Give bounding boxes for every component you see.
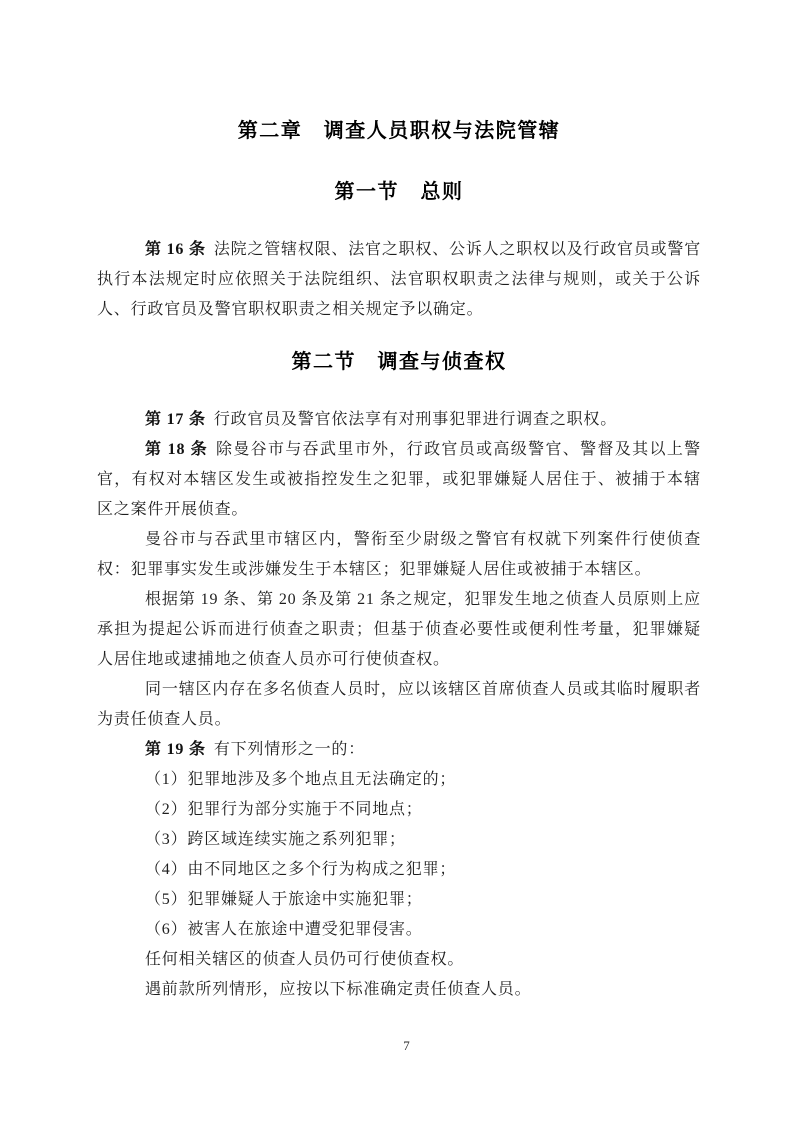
article-16-paragraph — [97, 235, 701, 325]
article-16-label: 第 16 条 — [145, 241, 206, 258]
article-19-item-3: （3）跨区域连续实施之系列犯罪； — [145, 831, 406, 848]
article-19-item-2: （2）犯罪行为部分实施于不同地点； — [145, 801, 423, 818]
article-19-text: 有下列情形之一的： — [213, 741, 366, 758]
article-16-text: 法院之管辖权限、法官之职权、公诉人之职权以及行政官员或警官执行本法规定时应依照关于法院组织、法官职权职责之法律与规则，或关于公诉人、行政官员及警官职权职责之相关规定予以确定。 — [97, 241, 702, 318]
article-17-label: 第 17 条 — [145, 411, 206, 428]
article-19-item-1: （1）犯罪地涉及多个地点且无法确定的； — [145, 771, 457, 788]
article-17-paragraph — [97, 405, 701, 435]
article-19-closing-line-1: 任何相关辖区的侦查人员仍可行使侦查权。 — [145, 951, 465, 968]
paragraph-multiple-officers: 同一辖区内存在多名侦查人员时，应以该辖区首席侦查人员或其临时履职者为责任侦查人员。 — [97, 681, 701, 728]
article-18-paragraph — [97, 435, 701, 525]
section-1-heading: 第一节 总则 — [334, 181, 464, 203]
paragraph-bangkok-jurisdiction: 曼谷市与吞武里市辖区内，警衔至少尉级之警官有权就下列案件行使侦查权：犯罪事实发生或涉嫌发生于本辖区；犯罪嫌疑人居住或被捕于本辖区。 — [97, 531, 701, 578]
article-19-label: 第 19 条 — [145, 741, 206, 758]
article-17-text: 行政官员及警官依法享有对刑事犯罪进行调查之职权。 — [213, 411, 618, 428]
article-19-paragraph — [97, 735, 701, 765]
article-19-closing-line-2: 遇前款所列情形，应按以下标准确定责任侦查人员。 — [145, 981, 532, 998]
article-18-text: 除曼谷市与吞武里市外，行政官员或高级警官、警督及其以上警官，有权对本辖区发生或被指控发生之犯罪，或犯罪嫌疑人居住于、被捕于本辖区之案件开展侦查。 — [97, 441, 701, 518]
article-18-label: 第 18 条 — [145, 441, 208, 458]
article-19-item-5: （5）犯罪嫌疑人于旅途中实施犯罪； — [145, 891, 423, 908]
article-19-item-4: （4）由不同地区之多个行为构成之犯罪； — [145, 861, 457, 878]
page-number: 7 — [403, 1038, 410, 1053]
paragraph-primary-duty: 根据第 19 条、第 20 条及第 21 条之规定，犯罪发生地之侦查人员原则上应承担为提起公诉而进行侦查之职责；但基于侦查必要性或便利性考量，犯罪嫌疑人居住地或逮捕地之侦查人员亦可行使侦查权。 — [97, 591, 701, 668]
article-19-item-6: （6）被害人在旅途中遭受犯罪侵害。 — [145, 921, 423, 938]
section-2-heading: 第二节 调查与侦查权 — [291, 351, 507, 373]
chapter-heading: 第二章 调查人员职权与法院管辖 — [237, 120, 561, 142]
document-content — [97, 0, 701, 1005]
